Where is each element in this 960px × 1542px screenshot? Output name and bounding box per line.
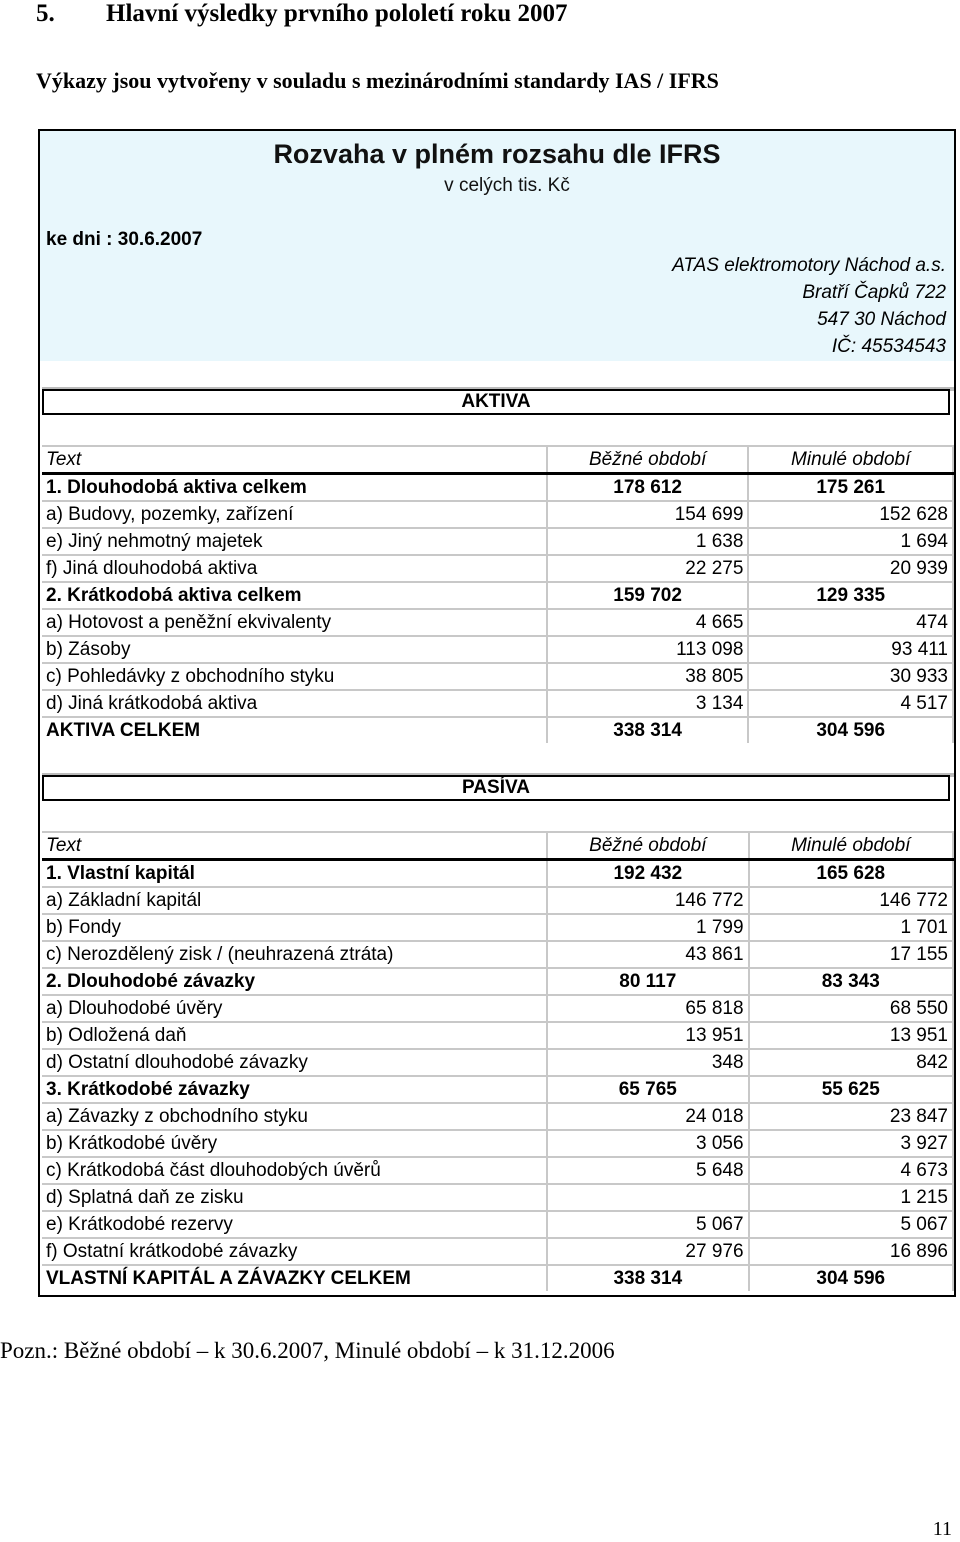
row-label: b) Fondy — [42, 914, 547, 941]
table-row — [42, 1049, 953, 1076]
column-previous: Minulé období — [749, 832, 953, 860]
row-label: 1. Dlouhodobá aktiva celkem — [42, 474, 547, 502]
row-label: d) Splatná daň ze zisku — [42, 1184, 547, 1211]
balance-sheet — [38, 129, 956, 1297]
previous-value: 30 933 — [748, 663, 953, 690]
row-label: c) Pohledávky z obchodního styku — [42, 663, 547, 690]
previous-value: 842 — [749, 1049, 953, 1076]
current-value: 348 — [547, 1049, 748, 1076]
sheet-title: Rozvaha v plném rozsahu dle IFRS — [273, 139, 721, 169]
table-row — [42, 1076, 953, 1103]
row-label: d) Ostatní dlouhodobé závazky — [42, 1049, 547, 1076]
liabilities-heading: PASÍVA — [42, 775, 950, 801]
liabilities-table — [42, 831, 954, 1291]
current-value: 146 772 — [547, 887, 748, 914]
current-value: 113 098 — [547, 636, 749, 663]
previous-value: 175 261 — [748, 474, 953, 502]
assets-column-header — [42, 446, 953, 474]
table-row — [42, 609, 953, 636]
current-value: 1 638 — [547, 528, 749, 555]
current-value: 159 702 — [547, 582, 749, 609]
section-heading — [36, 0, 567, 28]
row-label: a) Budovy, pozemky, zařízení — [42, 501, 547, 528]
row-label: c) Nerozdělený zisk / (neuhrazená ztráta) — [42, 941, 547, 968]
previous-value: 1 701 — [749, 914, 953, 941]
row-label: a) Závazky z obchodního styku — [42, 1103, 547, 1130]
current-value: 80 117 — [547, 968, 748, 995]
page-number: 11 — [932, 1518, 952, 1540]
previous-value: 13 951 — [749, 1022, 953, 1049]
table-row — [42, 582, 953, 609]
previous-value: 17 155 — [749, 941, 953, 968]
row-label: f) Jiná dlouhodobá aktiva — [42, 555, 547, 582]
footnote: Pozn.: Běžné období – k 30.6.2007, Minulé období – k 31.12.2006 — [0, 1338, 615, 1363]
current-value: 1 799 — [547, 914, 748, 941]
current-value: 192 432 — [547, 860, 748, 888]
sheet-header — [40, 131, 954, 361]
row-label: a) Základní kapitál — [42, 887, 547, 914]
table-row — [42, 636, 953, 663]
current-value: 154 699 — [547, 501, 749, 528]
sheet-unit: v celých tis. Kč — [444, 175, 570, 196]
sheet-date: ke dni : 30.6.2007 — [46, 229, 203, 250]
current-value: 338 314 — [547, 1265, 748, 1291]
row-label: c) Krátkodobá část dlouhodobých úvěrů — [42, 1157, 547, 1184]
table-row — [42, 1103, 953, 1130]
previous-value: 474 — [748, 609, 953, 636]
row-label: b) Odložená daň — [42, 1022, 547, 1049]
current-value: 65 765 — [547, 1076, 748, 1103]
previous-value: 165 628 — [749, 860, 953, 888]
table-row — [42, 1238, 953, 1265]
current-value: 65 818 — [547, 995, 748, 1022]
row-label: e) Krátkodobé rezervy — [42, 1211, 547, 1238]
previous-value: 1 694 — [748, 528, 953, 555]
current-value: 27 976 — [547, 1238, 748, 1265]
previous-value: 152 628 — [748, 501, 953, 528]
previous-value: 55 625 — [749, 1076, 953, 1103]
assets-table — [42, 445, 954, 743]
column-current: Běžné období — [547, 446, 749, 474]
table-row — [42, 914, 953, 941]
previous-value: 304 596 — [749, 1265, 953, 1291]
table-row — [42, 555, 953, 582]
table-row — [42, 663, 953, 690]
section-title: Hlavní výsledky prvního pololetí roku 2007 — [106, 0, 568, 27]
current-value: 338 314 — [547, 717, 749, 743]
assets-heading: AKTIVA — [42, 389, 950, 415]
previous-value: 304 596 — [748, 717, 953, 743]
current-value: 4 665 — [547, 609, 749, 636]
row-label: d) Jiná krátkodobá aktiva — [42, 690, 547, 717]
row-label: a) Hotovost a peněžní ekvivalenty — [42, 609, 547, 636]
table-row — [42, 1022, 953, 1049]
column-current: Běžné období — [547, 832, 748, 860]
table-row — [42, 968, 953, 995]
current-value: 3 056 — [547, 1130, 748, 1157]
company-name: ATAS elektromotory Náchod a.s. — [672, 255, 946, 276]
total-row — [42, 1265, 953, 1291]
row-label: 1. Vlastní kapitál — [42, 860, 547, 888]
column-previous: Minulé období — [748, 446, 953, 474]
table-row — [42, 995, 953, 1022]
table-row — [42, 887, 953, 914]
row-label: AKTIVA CELKEM — [42, 717, 547, 743]
table-row — [42, 1184, 953, 1211]
row-label: e) Jiný nehmotný majetek — [42, 528, 547, 555]
table-row — [42, 1157, 953, 1184]
previous-value: 16 896 — [749, 1238, 953, 1265]
row-label: 2. Dlouhodobé závazky — [42, 968, 547, 995]
current-value: 24 018 — [547, 1103, 748, 1130]
row-label: b) Krátkodobé úvěry — [42, 1130, 547, 1157]
current-value: 178 612 — [547, 474, 749, 502]
current-value — [547, 1184, 748, 1211]
previous-value: 129 335 — [748, 582, 953, 609]
table-row — [42, 1211, 953, 1238]
company-id: IČ: 45534543 — [831, 336, 946, 357]
previous-value: 146 772 — [749, 887, 953, 914]
table-row — [42, 860, 953, 888]
table-row — [42, 474, 953, 502]
current-value: 43 861 — [547, 941, 748, 968]
row-label: a) Dlouhodobé úvěry — [42, 995, 547, 1022]
previous-value: 3 927 — [749, 1130, 953, 1157]
previous-value: 1 215 — [749, 1184, 953, 1211]
section-number: 5. — [36, 0, 55, 27]
current-value: 13 951 — [547, 1022, 748, 1049]
previous-value: 68 550 — [749, 995, 953, 1022]
row-label: VLASTNÍ KAPITÁL A ZÁVAZKY CELKEM — [42, 1265, 547, 1291]
previous-value: 20 939 — [748, 555, 953, 582]
section-subtitle: Výkazy jsou vytvořeny v souladu s mezinárodními standardy IAS / IFRS — [36, 68, 719, 93]
previous-value: 4 517 — [748, 690, 953, 717]
table-row — [42, 1130, 953, 1157]
current-value: 5 648 — [547, 1157, 748, 1184]
column-text: Text — [42, 832, 547, 860]
table-row — [42, 528, 953, 555]
previous-value: 4 673 — [749, 1157, 953, 1184]
row-label: 3. Krátkodobé závazky — [42, 1076, 547, 1103]
total-row — [42, 717, 953, 743]
company-street: Bratří Čapků 722 — [802, 282, 946, 303]
previous-value: 5 067 — [749, 1211, 953, 1238]
previous-value: 93 411 — [748, 636, 953, 663]
current-value: 38 805 — [547, 663, 749, 690]
liabilities-column-header — [42, 832, 953, 860]
row-label: 2. Krátkodobá aktiva celkem — [42, 582, 547, 609]
previous-value: 83 343 — [749, 968, 953, 995]
row-label: f) Ostatní krátkodobé závazky — [42, 1238, 547, 1265]
table-row — [42, 941, 953, 968]
current-value: 22 275 — [547, 555, 749, 582]
row-label: b) Zásoby — [42, 636, 547, 663]
previous-value: 23 847 — [749, 1103, 953, 1130]
column-text: Text — [42, 446, 547, 474]
current-value: 5 067 — [547, 1211, 748, 1238]
table-row — [42, 690, 953, 717]
company-city: 547 30 Náchod — [817, 309, 946, 330]
current-value: 3 134 — [547, 690, 749, 717]
table-row — [42, 501, 953, 528]
